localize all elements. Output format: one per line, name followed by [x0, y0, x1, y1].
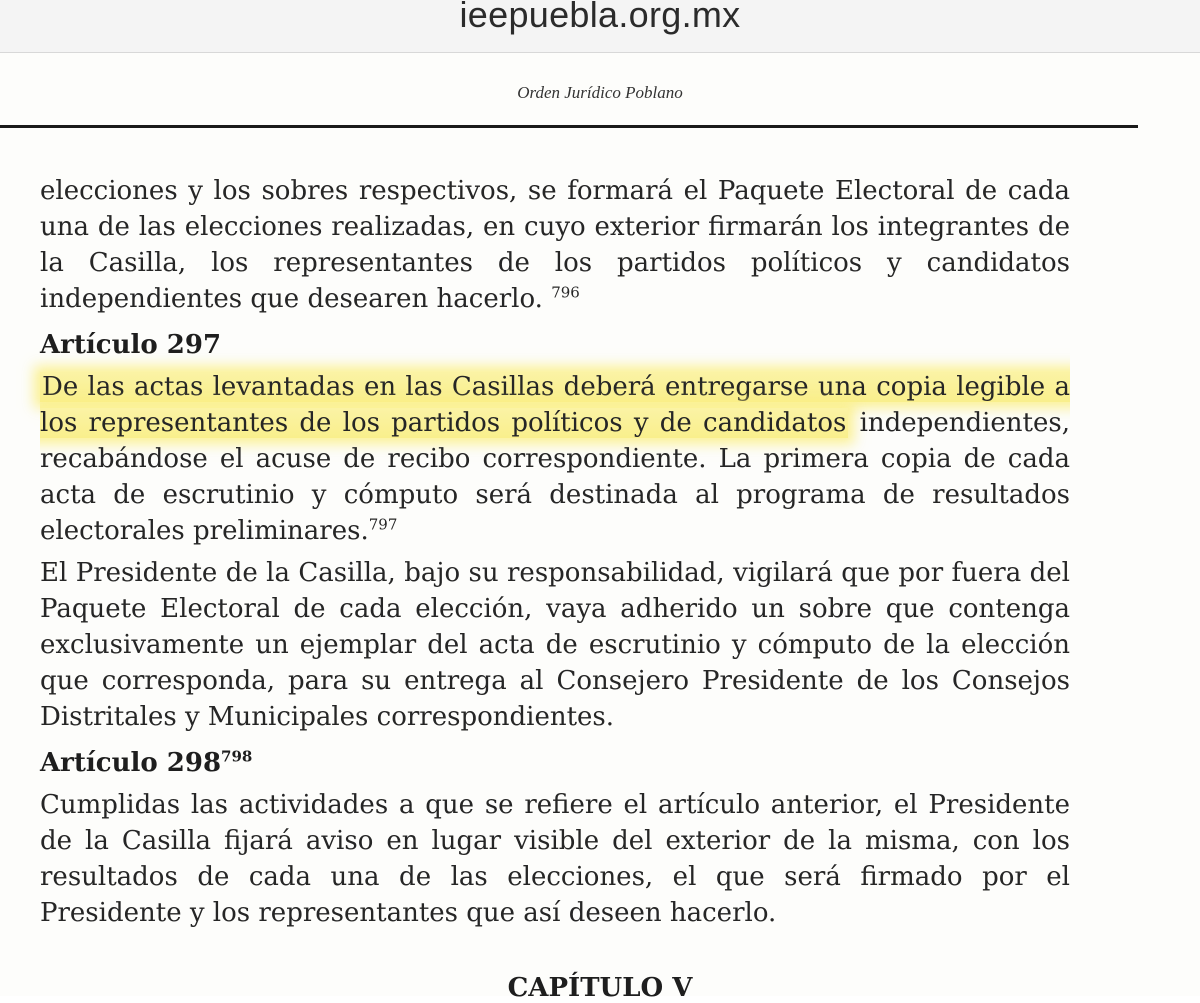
article-298-heading: [40, 745, 1070, 781]
header-rule: [0, 125, 1138, 128]
article-298-title: Artículo 298: [40, 748, 222, 778]
article-298-text: Cumplidas las actividades a que se refiere el artículo anterior, el Presidente de la Casilla fijará aviso en lugar visible del exterior de la misma, con los resultados de cada una de las elecciones, el que será firmado por el Presidente y los representantes que así deseen hacerlo.: [40, 790, 1070, 928]
browser-address-bar[interactable]: [0, 0, 1200, 53]
document-page: [0, 53, 1200, 1003]
article-297-text: [40, 369, 1070, 549]
paragraph-text: elecciones y los sobres respectivos, se formará el Paquete Electoral de cada una de las elecciones realizadas, en cuyo exterior firmarán los integrantes de la Casilla, los representantes de los partidos políticos y candidatos independientes que desearen hacerlo.: [40, 176, 1070, 314]
document-body: [40, 173, 1070, 931]
running-header: Orden Jurídico Poblano: [517, 83, 683, 102]
paragraph-paquete-electoral: [40, 173, 1070, 317]
article-297-heading: Artículo 297: [40, 330, 222, 360]
url-text[interactable]: ieepuebla.org.mx: [459, 0, 741, 35]
footnote-ref-797[interactable]: 797: [368, 515, 398, 534]
paragraph-presidente-casilla: El Presidente de la Casilla, bajo su responsabilidad, vigilará que por fuera del Paquete Electoral de cada elección, vaya adherido un sobre que contenga exclusivamente un ejemplar del acta de escrutinio y cómputo de la elección que corresponda, para su entrega al Consejero Presidente de los Consejos Distritales y Municipales correspondientes.: [40, 558, 1070, 732]
footnote-ref-798[interactable]: 798: [221, 747, 253, 766]
chapter-heading: CAPÍTULO V: [507, 973, 693, 1003]
paragraph-text: independientes, recabándose el acuse de recibo correspondiente. La primera copia de cada acta de escrutinio y cómputo será destinada al programa de resultados electorales preliminares.: [40, 408, 1070, 546]
footnote-ref-796[interactable]: 796: [551, 283, 580, 302]
highlighted-text: De las actas levantadas en las Casillas deberá entregarse una copia legible a los representantes de los partidos políticos y de candidatos: [40, 372, 1070, 438]
